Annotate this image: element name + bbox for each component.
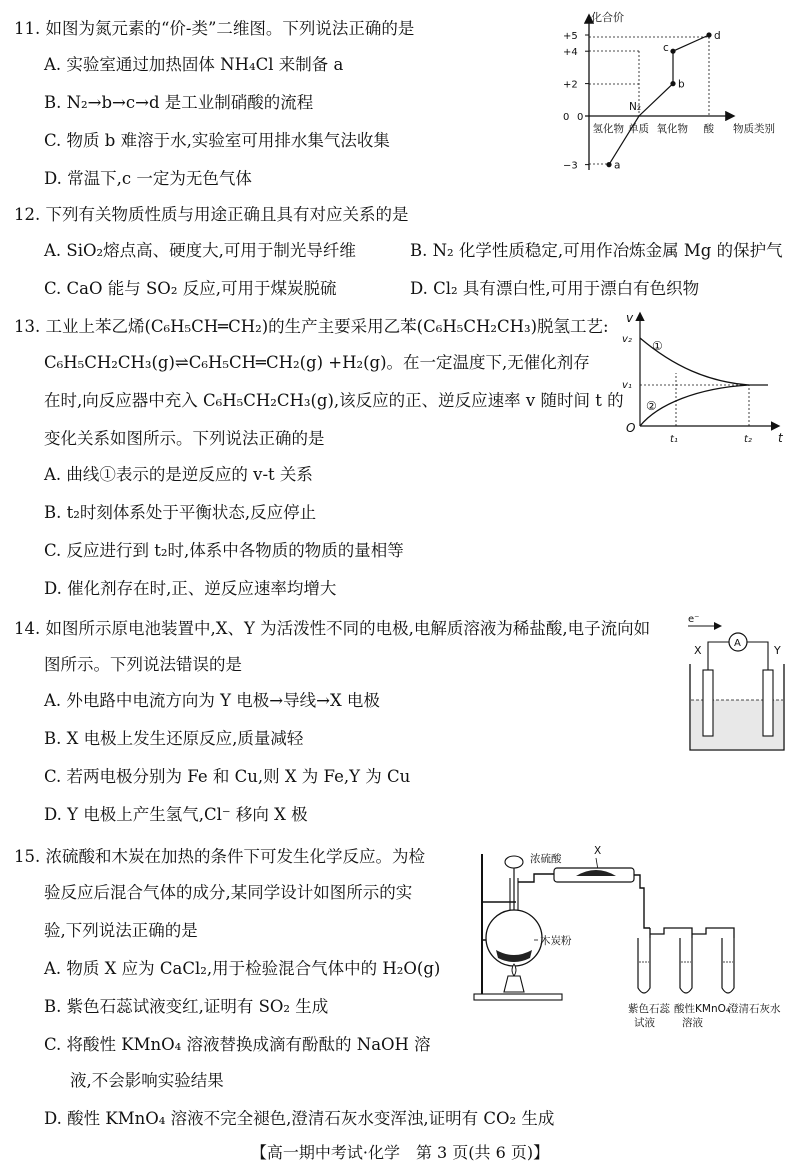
q13-stem-line-1: 13. 工业上苯乙烯(C₆H₅CH═CH₂)的生产主要采用乙苯(C₆H₅CH₂CH₃)脱氢工艺: bbox=[14, 317, 609, 336]
q11-xlabel: 物质类别 bbox=[733, 123, 775, 135]
q13-ylabel: v bbox=[626, 311, 634, 325]
q11-point-label: d bbox=[714, 30, 721, 42]
q11-y-tick-label: +2 bbox=[563, 79, 578, 91]
q15-tube3-label: 澄清石灰水 bbox=[728, 1003, 781, 1015]
q12-option-d: D. Cl₂ 具有漂白性,可用于漂白有色织物 bbox=[410, 279, 700, 298]
q11-ylabel: 化合价 bbox=[591, 11, 624, 24]
q14-option-c: C. 若两电极分别为 Fe 和 Cu,则 X 为 Fe,Y 为 Cu bbox=[44, 767, 411, 786]
q13-label-curve-1: ① bbox=[652, 339, 663, 353]
q14-option-a: A. 外电路中电流方向为 Y 电极→导线→X 电极 bbox=[44, 691, 380, 710]
q11-y-tick-label: +5 bbox=[563, 31, 578, 42]
q12-option-a: A. SiO₂熔点高、硬度大,可用于制光导纤维 bbox=[44, 241, 356, 260]
q11-point-label: a bbox=[614, 159, 621, 172]
q13-stem-line-2: C₆H₅CH₂CH₃(g)⇌C₆H₅CH═CH₂(g) +H₂(g)。在一定温度下,无催化剂存 bbox=[44, 353, 590, 372]
q15-stem-line-1: 15. 浓硫酸和木炭在加热的条件下可发生化学反应。为检 bbox=[14, 847, 425, 866]
q15-stem-line-2: 验反应后混合气体的成分,某同学设计如图所示的实 bbox=[44, 883, 413, 902]
flame-icon bbox=[512, 964, 516, 976]
q15-apparatus-figure bbox=[468, 842, 794, 1034]
q13-option-a: A. 曲线①表示的是逆反应的 v-t 关系 bbox=[44, 465, 313, 484]
q11-option-a: A. 实验室通过加热固体 NH₄Cl 来制备 a bbox=[44, 55, 344, 74]
q13-stem-line-3: 在时,向反应器中充入 C₆H₅CH₂CH₃(g),该反应的正、逆反应速率 v 随时间 t 的 bbox=[44, 391, 624, 410]
q15-option-c-line-2: 液,不会影响实验结果 bbox=[70, 1071, 224, 1090]
q12-stem: 12. 下列有关物质性质与用途正确且具有对应关系的是 bbox=[14, 205, 409, 224]
q11-point-label: b bbox=[678, 78, 685, 91]
q15-stem-line-3: 验,下列说法正确的是 bbox=[44, 921, 198, 940]
q12-option-b: B. N₂ 化学性质稳定,可用作冶炼金属 Mg 的保护气 bbox=[410, 241, 783, 260]
q13-option-d: D. 催化剂存在时,正、逆反应速率均增大 bbox=[44, 579, 337, 598]
electrode-x bbox=[703, 670, 713, 736]
q15-option-c-line-1: C. 将酸性 KMnO₄ 溶液替换成滴有酚酞的 NaOH 溶 bbox=[44, 1035, 431, 1054]
q13-option-c: C. 反应进行到 t₂时,体系中各物质的物质的量相等 bbox=[44, 541, 404, 560]
q11-origin: 0 bbox=[577, 112, 584, 123]
q11-point-d bbox=[706, 32, 711, 37]
q13-origin: O bbox=[626, 421, 636, 435]
q15-option-d: D. 酸性 KMnO₄ 溶液不完全褪色,澄清石灰水变浑浊,证明有 CO₂ 生成 bbox=[44, 1109, 555, 1128]
q13-tick-t2: t₂ bbox=[744, 434, 752, 445]
q11-stem: 11. 如图为氮元素的“价-类”二维图。下列说法正确的是 bbox=[14, 19, 415, 38]
q15-x-label: X bbox=[594, 845, 602, 857]
q11-y-tick-label: 0 bbox=[563, 112, 570, 123]
alcohol-lamp bbox=[504, 976, 524, 992]
q13-xlabel: t bbox=[778, 431, 783, 445]
q11-option-c: C. 物质 b 难溶于水,实验室可用排水集气法收集 bbox=[44, 131, 390, 150]
q14-option-b: B. X 电极上发生还原反应,质量减轻 bbox=[44, 729, 304, 748]
q11-point-label: c bbox=[663, 42, 669, 55]
test-tube-limewater bbox=[722, 938, 734, 993]
q11-y-tick-label: +4 bbox=[563, 47, 578, 59]
test-tube-kmno4 bbox=[680, 938, 692, 993]
q15-option-b: B. 紫色石蕊试液变红,证明有 SO₂ 生成 bbox=[44, 997, 329, 1016]
dropping-funnel bbox=[505, 856, 523, 868]
q11-x-category: 单质 bbox=[628, 123, 649, 135]
q14-x-label: X bbox=[694, 644, 702, 657]
q14-cell-figure bbox=[680, 612, 790, 757]
q15-tube1-label-1: 紫色石蕊 bbox=[628, 1003, 670, 1015]
q11-x-category: 酸 bbox=[703, 123, 714, 135]
q11-point-a bbox=[606, 162, 611, 167]
q14-y-label: Y bbox=[774, 644, 781, 657]
q11-point-b bbox=[670, 81, 675, 86]
q11-point-label: N₂ bbox=[629, 101, 642, 113]
q14-stem-line-2: 图所示。下列说法错误的是 bbox=[44, 655, 242, 674]
q11-valence-chart bbox=[555, 8, 800, 178]
q14-stem-line-1: 14. 如图所示原电池装置中,X、Y 为活泼性不同的电极,电解质溶液为稀盐酸,电子流向如 bbox=[14, 619, 651, 638]
q15-tube2-label-2: 溶液 bbox=[682, 1017, 703, 1029]
q13-option-b: B. t₂时刻体系处于平衡状态,反应停止 bbox=[44, 503, 317, 522]
q15-acid-label: 浓硫酸 bbox=[530, 853, 562, 865]
q13-stem-line-4: 变化关系如图所示。下列说法正确的是 bbox=[44, 429, 325, 448]
q15-tube1-label-2: 试液 bbox=[634, 1017, 655, 1029]
q14-option-d: D. Y 电极上产生氢气,Cl⁻ 移向 X 极 bbox=[44, 805, 308, 824]
q14-electron-label: e⁻ bbox=[688, 614, 700, 625]
q11-path-line bbox=[609, 35, 709, 165]
q11-option-b: B. N₂→b→c→d 是工业制硝酸的流程 bbox=[44, 93, 314, 112]
q15-tube2-label-1: 酸性KMnO₄ bbox=[674, 1003, 731, 1015]
q11-point-c bbox=[670, 49, 675, 54]
q13-rate-chart bbox=[618, 308, 788, 448]
electrode-y bbox=[763, 670, 773, 736]
q13-tick-t1: t₁ bbox=[670, 434, 678, 445]
q15-option-a: A. 物质 X 应为 CaCl₂,用于检验混合气体中的 H₂O(g) bbox=[44, 959, 441, 978]
q11-x-category: 氢化物 bbox=[592, 123, 624, 135]
q11-y-tick-label: −3 bbox=[563, 160, 578, 172]
q14-meter-label: A bbox=[734, 638, 741, 649]
q13-tick-v1: v₁ bbox=[622, 380, 632, 391]
stand-base bbox=[474, 994, 562, 1000]
q13-label-curve-2: ② bbox=[646, 399, 657, 413]
q11-option-d: D. 常温下,c 一定为无色气体 bbox=[44, 169, 252, 188]
q12-option-c: C. CaO 能与 SO₂ 反应,可用于煤炭脱硫 bbox=[44, 279, 337, 298]
q13-tick-v2: v₂ bbox=[622, 334, 632, 345]
test-tube-litmus bbox=[638, 938, 650, 993]
q15-charcoal-label: 木炭粉 bbox=[540, 935, 572, 947]
q11-x-category: 氧化物 bbox=[656, 123, 688, 135]
page-footer: 【高一期中考试·化学 第 3 页(共 6 页)】 bbox=[250, 1143, 550, 1162]
